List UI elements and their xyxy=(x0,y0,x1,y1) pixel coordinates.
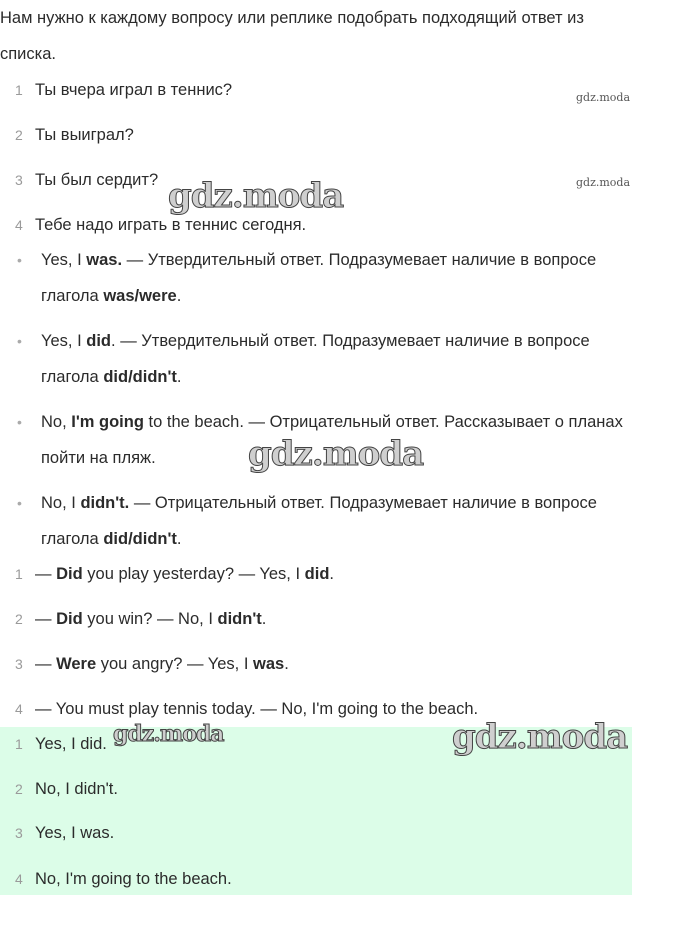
item-number: 3 xyxy=(15,656,23,672)
item-number: 2 xyxy=(15,127,23,143)
intro-line: Нам нужно к каждому вопросу или реплике подобрать подходящий ответ из xyxy=(0,9,584,27)
item-text: Ты вчера играл в теннис? xyxy=(35,81,233,99)
item-text: No, I'm going to the beach. — Отрицательный ответ. Рассказывает о планах xyxy=(41,413,623,431)
item-text: Yes, I did. xyxy=(35,735,107,753)
item-text: Yes, I was. — Утвердительный ответ. Подразумевает наличие в вопросе xyxy=(41,251,597,269)
watermark: gdz.moda xyxy=(576,91,631,104)
item-text: Тебе надо играть в теннис сегодня. xyxy=(35,216,307,234)
bullet-icon: • xyxy=(17,333,22,349)
item-text: пойти на пляж. xyxy=(41,449,156,467)
watermark: gdz.moda xyxy=(248,434,424,474)
item-text: Ты выиграл? xyxy=(35,126,134,144)
item-text: — Did you win? — No, I didn't. xyxy=(35,610,267,628)
watermark: gdz.moda xyxy=(576,176,631,189)
item-text: No, I'm going to the beach. xyxy=(35,870,232,888)
item-text: — Were you angry? — Yes, I was. xyxy=(35,655,289,673)
item-text: Yes, I was. xyxy=(35,824,115,842)
item-text: Ты был сердит? xyxy=(35,171,159,189)
item-number: 4 xyxy=(15,217,23,233)
item-text: глагола did/didn't. xyxy=(41,530,182,548)
item-text: Yes, I did. — Утвердительный ответ. Подразумевает наличие в вопросе xyxy=(41,332,590,350)
item-number: 2 xyxy=(15,611,23,627)
watermark: gdz.moda xyxy=(113,721,224,747)
item-number: 1 xyxy=(15,736,23,752)
item-text: — Did you play yesterday? — Yes, I did. xyxy=(35,565,334,583)
bullet-icon: • xyxy=(17,414,22,430)
watermark: gdz.moda xyxy=(452,717,628,757)
item-text: No, I didn't. xyxy=(35,780,118,798)
item-number: 4 xyxy=(15,871,23,887)
item-number: 3 xyxy=(15,825,23,841)
item-number: 2 xyxy=(15,781,23,797)
item-number: 1 xyxy=(15,82,23,98)
item-number: 3 xyxy=(15,172,23,188)
item-text: No, I didn't. — Отрицательный ответ. Подразумевает наличие в вопросе xyxy=(41,494,597,512)
item-number: 1 xyxy=(15,566,23,582)
item-text: глагола did/didn't. xyxy=(41,368,182,386)
item-text: глагола was/were. xyxy=(41,287,182,305)
item-number: 4 xyxy=(15,701,23,717)
bullet-icon: • xyxy=(17,252,22,268)
bullet-icon: • xyxy=(17,495,22,511)
item-text: — You must play tennis today. — No, I'm going to the beach. xyxy=(35,700,479,718)
intro-line: списка. xyxy=(0,45,56,63)
watermark: gdz.moda xyxy=(168,176,344,216)
